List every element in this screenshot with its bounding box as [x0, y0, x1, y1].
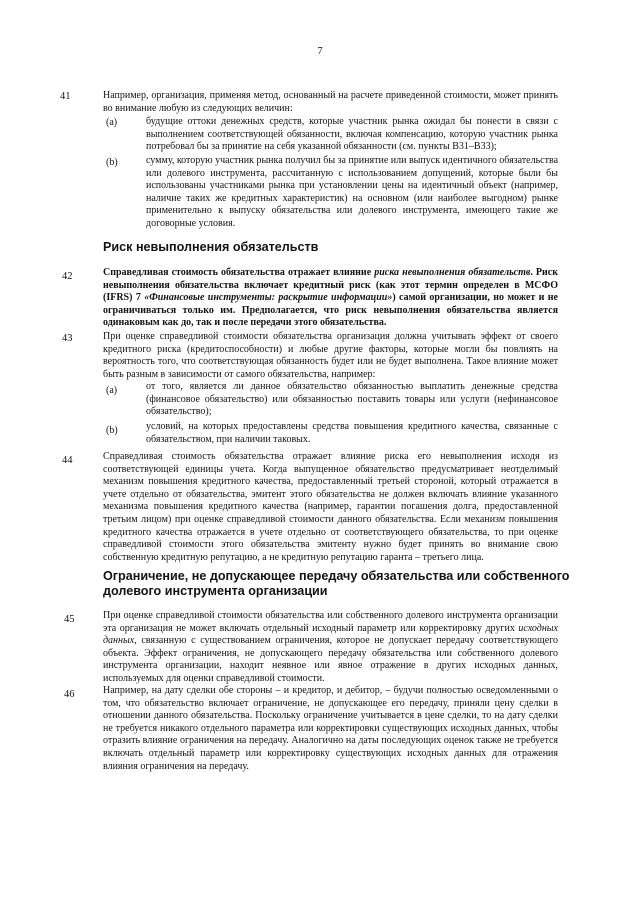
paragraph-number: 43: [62, 333, 73, 344]
list-label: (a): [106, 385, 118, 396]
list-item-text: условий, на которых предоставлены средства повышения кредитного качества, связанные с обязательством, при наличии таковых.: [146, 421, 558, 445]
list-label: (b): [106, 157, 118, 168]
list-item-text: от того, является ли данное обязательство обязанностью выплатить денежные средства (финансовое обязательство) или обязанностью поставить товары или услуги (нефинансовое обязательство);: [146, 381, 558, 418]
paragraph-number: 46: [64, 689, 75, 700]
paragraph-number: 44: [62, 455, 73, 466]
paragraph-text: Справедливая стоимость обязательства отражает влияние риска его невыполнения исходя из соответствующей единицы учета. Когда выпущенное обязательство предусматривает неотделимый механизм повышения кредитного качества, предоставленный третьей стороной, который отражается в учете отдельно от обязательства, эмитент этого обязательства не должен включать влияние указанного механизма повышения кредитного качества (например, гарантии погашения долга, предоставленной третьим лицом) при оценке справедливой стоимости данного обязательства. Если механизм повышения кредитного качества отражается в учете отдельно от соответствующего обязательства, то при оценке справедливой стоимости этого обязательства эмитенту нужно будет принять во внимание свою собственную кредитную репутацию, а не кредитную репутацию гаранта – третьего лица.: [103, 451, 558, 563]
page-number: 7: [317, 46, 323, 57]
paragraph-number: 41: [60, 91, 71, 102]
paragraph-text: Например, на дату сделки обе стороны – и кредитор, и дебитор, – будучи полностью осведомленными о том, что обязательство включает ограничение, не допускающее его передачу, приняли цену сделки в отношении данного обязательства. Поскольку ограничение учитывается в цене сделки, то на дату сделки не требуется никакого отдельного параметра или корректировки существующих исходных данных, чтобы отразить влияние ограничения на передачу. Аналогично на даты последующих оценок также не требуется включать отдельный параметр или корректировку существующих исходных данных для отражения влияния ограничения на передачу.: [103, 685, 558, 772]
paragraph-text: При оценке справедливой стоимости обязательства или собственного долевого инструмента организации эта организация не может включать отдельный исходный параметр или корректировку других исходных данных, связанную с существованием ограничения, которое не допускает передачу соответствующего объекта. Эффект ограничения, не допускающего передачу обязательства или собственного долевого инструмента организации, находит неявное или явное отражение в других исходных данных, используемых для оценки справедливой стоимости.: [103, 610, 558, 684]
list-label: (a): [106, 117, 118, 128]
list-item-text: сумму, которую участник рынка получил бы за принятие или выпуск идентичного обязательства или долевого инструмента, рассчитанную с использованием допущений, которые были бы использованы участниками рынка при установлении цены на идентичный объект (например, наличие таких же кредитных характеристик) на основном (или наиболее выгодном) рынке применительно к выпуску обязательства или долевого инструмента, имеющего такие же договорные условия.: [146, 155, 559, 229]
section-heading: Ограничение, не допускающее передачу обязательства или собственного: [103, 569, 570, 583]
paragraph-number: 42: [62, 271, 73, 282]
paragraph-text: При оценке справедливой стоимости обязательства организация должна учитывать эффект от своего кредитного риска (кредитоспособности) и любые другие факторы, которые могли бы повлиять на вероятность того, что соответствующая обязанность будет или не будет выполнена. Такое влияние может быть разным в зависимости от самого обязательства, например:: [103, 331, 558, 380]
section-heading: Риск невыполнения обязательств: [103, 240, 319, 254]
section-heading-continued: долевого инструмента организации: [103, 584, 328, 598]
paragraph-text: Справедливая стоимость обязательства отражает влияние риска невыполнения обязательств. Риск невыполнения обязательства включает кредитный риск (как этот термин определен в МСФО (IFRS) 7 «Финансовые инструменты: раскрытие информации») самой организации, но может и не ограничиваться только им. Предполагается, что риск невыполнения обязательства является одинаковым как до, так и после передачи этого обязательства.: [103, 267, 558, 329]
list-item-text: будущие оттоки денежных средств, которые участник рынка ожидал бы понести в связи с выполнением соответствующей обязанности, включая компенсацию, которую участник рынка потребовал бы за принятие на себя указанной обязанности (см. пункты B31–B33);: [146, 116, 558, 153]
paragraph-text: Например, организация, применяя метод, основанный на расчете приведенной стоимости, может принять во внимание любую из следующих величин:: [103, 90, 558, 114]
paragraph-number: 45: [64, 614, 75, 625]
list-label: (b): [106, 425, 118, 436]
